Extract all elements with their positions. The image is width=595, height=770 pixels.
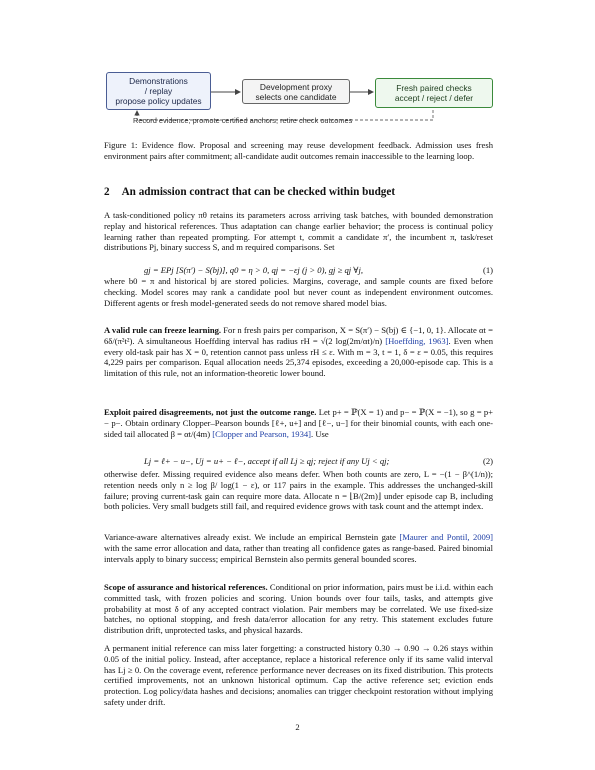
paragraph-6-text: Variance-aware alternatives already exist. We include an empirical Bernstein gate: [104, 532, 396, 542]
paragraph-7-text: Conditional on prior information, pairs must be i.i.d. within each committed task, with frozen policies and scoring. Union bounds over four tails, tasks, and attempts give probability at most δ of any accepted contract violation. Pair members may be correlated. We use fixed-size batches, no optional stopping, and fresh data/error allocation for any retry. This statement excludes future distribution drift, unprotected tasks, and physical hazards.: [104, 582, 494, 636]
demonstrations-box: [106, 72, 211, 110]
figure-caption: Figure 1: Evidence flow. Proposal and screening may reuse development feedback. Admission uses fresh environment pairs after commitment; all-candidate audit outcomes remain inaccessible to the learning loop.: [104, 140, 493, 161]
section-title: An admission contract that can be checked within budget: [121, 186, 396, 198]
equation-2: [104, 456, 493, 467]
citation-hoeffding[interactable]: [Hoeffding, 1963]: [385, 335, 449, 346]
paragraph-4: [104, 407, 493, 439]
paragraph-7: [104, 582, 493, 636]
fresh-checks-box: [375, 78, 493, 108]
box3-line1: Fresh paired checks: [396, 83, 472, 93]
paragraph-2: where b0 = π and historical bj are stored policies. Margins, coverage, and sample counts are fixed before checking. Model scores may rank a candidate pool but never count as independent environment outcomes. Different agents or fresh model-generated seeds do not remove shared model bias.: [104, 276, 493, 308]
section-number: 2: [104, 186, 110, 198]
box2-line1: Development proxy: [259, 81, 333, 92]
development-proxy-box: [242, 79, 350, 104]
paragraph-1: A task-conditioned policy πθ retains its parameters across arriving task batches, with bounded demonstration replay and historical references. Thus adaptation can change earlier behavior; the process is continual policy learning rather than repeated prompting. For attempt t, commit a candidate π′, the incumbent π, task/reset distributions Pj, binary success S, and m required comparisons. Set: [104, 210, 493, 253]
paragraph-6: [104, 532, 493, 564]
paragraph-3: [104, 325, 493, 379]
equation-1-tag: (1): [482, 265, 493, 275]
paragraph-6-text2: with the same error allocation and data, rather than treating all confidence gates as range-based. Paired binomial intervals apply to binary success; empirical Bernstein also permits general bounded scores.: [104, 542, 493, 564]
paragraph-3-text2: . Even when every old-task pair has X = 0, retention cannot pass unless rH ≤ ε. With m = 3, t = 1, δ = ε = 0.05, this requires 4,229 pairs per comparison. Equal allocation needs 25,374 episodes, exceeding a 20,000-episode cap. This is a limitation of this rule, not an information-theoretic lower bound.: [104, 335, 494, 379]
paragraph-5: otherwise defer. Missing required evidence also means defer. When both counts are zero, L = −(1 − β^(1/n)); retention needs only n ≥ log β/ log(1 − ε), or 117 pairs in the example. This addresses the unchanged-skill failure; proving current-task gain can require more data. Allocate n = ⌊B/(2m)⌋ under episode cap B, including both policies. Very small budgets still fail, and required evidence grows with task count and the attempt index.: [104, 469, 493, 512]
box3-line2: accept / reject / defer: [394, 93, 474, 103]
paragraph-4-text: Let p+ = ℙ(X = 1) and p− = ℙ(X = −1), so g = p+ − p−. Obtain ordinary Clopper–Pearson bounds [ℓ+, u+] and [ℓ−, u−] for their binomial counts, with each one-sided tail allocated β = αt/(4m): [104, 407, 493, 439]
equation-2-tag: (2): [482, 456, 493, 466]
box1-line2: / replay: [144, 86, 173, 96]
equation-2-body: Lj = ℓ+ − u−, Uj = u+ − ℓ−, accept if all Lj ≥ qj; reject if any Uj < qj;: [144, 456, 390, 466]
paragraph-4-text2: . Use: [311, 428, 329, 439]
equation-1: [104, 265, 493, 276]
paragraph-7-runin: Scope of assurance and historical references.: [104, 582, 268, 592]
feedback-label: Record evidence; promote certified anchors; retire check outcomes: [133, 116, 353, 125]
box2-line2: selects one candidate: [255, 91, 337, 102]
paragraph-3-runin: A valid rule can freeze learning.: [104, 325, 222, 335]
paragraph-4-runin: Exploit paired disagreements, not just the outcome range.: [104, 407, 317, 417]
citation-clopper-pearson[interactable]: [Clopper and Pearson, 1934]: [212, 428, 312, 439]
equation-1-body: gj = EPj [S(π′) − S(bj)], q0 = η > 0, qj = −εj (j > 0), gj ≥ qj ∀j,: [144, 265, 364, 275]
page-number: 2: [295, 722, 300, 732]
box1-line1: Demonstrations: [129, 76, 188, 86]
citation-maurer-pontil[interactable]: [Maurer and Pontil, 2009]: [399, 532, 493, 542]
paragraph-8: A permanent initial reference can miss later forgetting: a constructed history 0.30 → 0.90 → 0.26 stays within 0.05 of the initial policy. Instead, after acceptance, replace a historical reference only if its same valid interval has Lj ≥ 0. On the coverage event, reference performance never decreases on its fixed distribution. This protects certified improvements, not an unknown historical optimum. Cap the active reference set; eviction ends protection. Log policy/data hashes and decisions; anomalies can trigger checkpoint restoration without implying safety under drift.: [104, 643, 493, 707]
box1-line3: propose policy updates: [115, 96, 202, 106]
section-heading: [104, 186, 395, 198]
paragraph-3-text: For n fresh pairs per comparison, X = S(π′) − S(bj) ∈ {−1, 0, 1}. Allocate αt = 6δ/(π²t²). A simultaneous Hoeffding interval has radius rH = √(2 log(2m/αt)/n): [104, 325, 493, 346]
